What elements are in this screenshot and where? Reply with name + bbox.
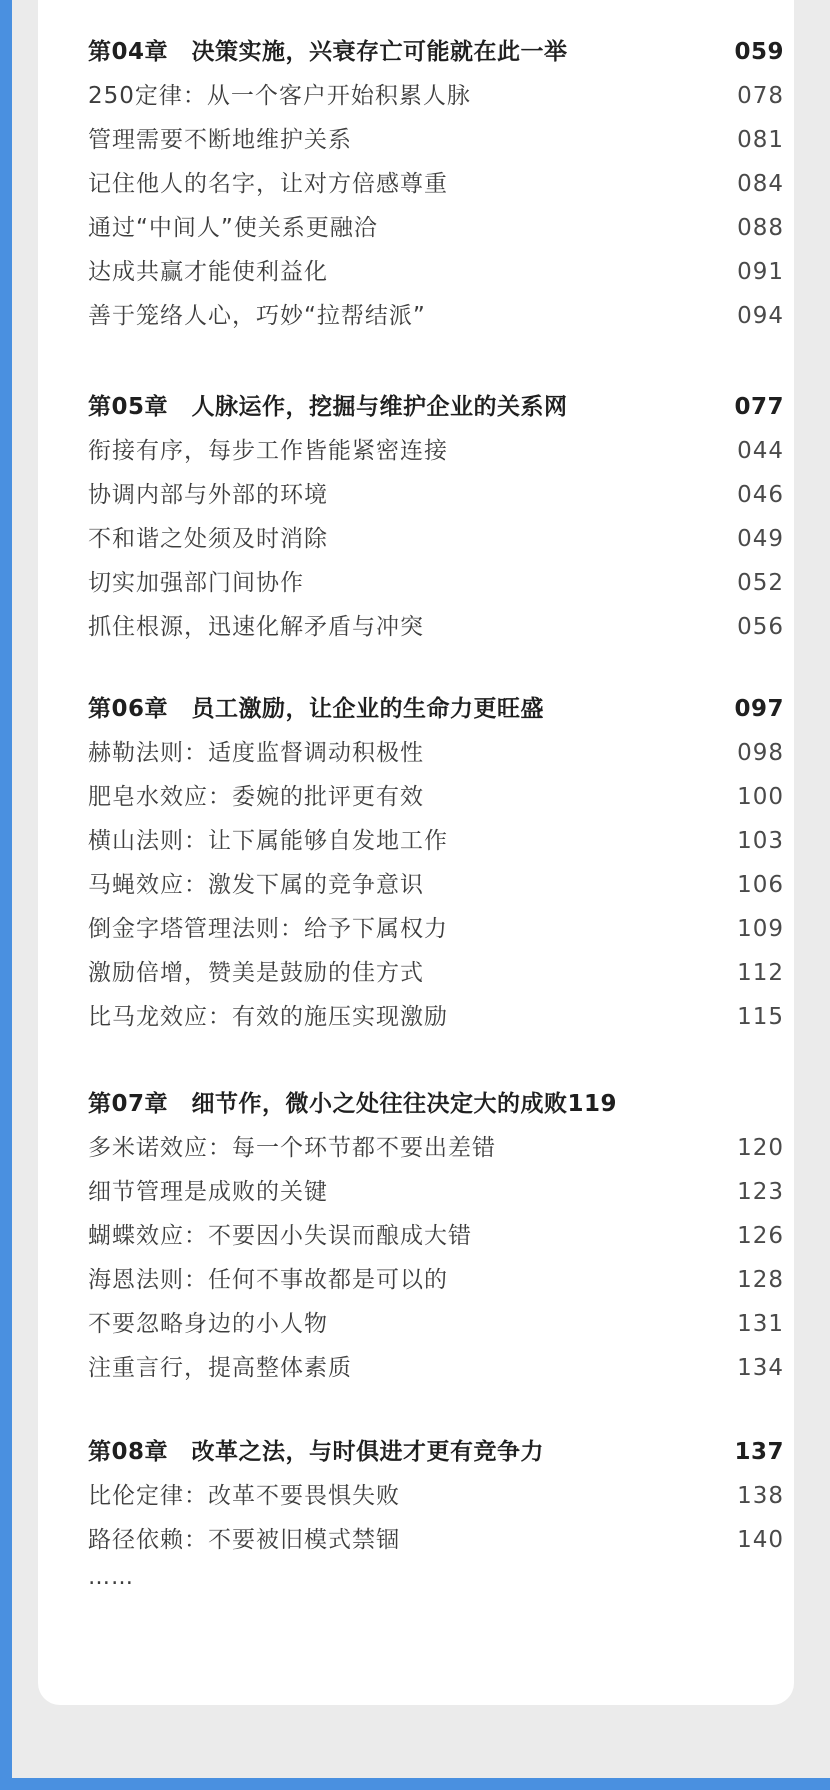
chapter-05 [88,385,784,649]
toc-item-title: 路径依赖：不要被旧模式禁锢 [88,1527,400,1553]
chapter-heading [88,1430,784,1474]
toc-item-page: 106 [737,872,784,898]
toc-item-title: 协调内部与外部的环境 [88,482,328,508]
toc-item [88,294,784,338]
toc-item [88,907,784,951]
toc-item [88,1126,784,1170]
toc-item-page: 128 [737,1267,784,1293]
toc-item [88,1346,784,1390]
chapter-title: 第06章 员工激励，让企业的生命力更旺盛 [88,696,545,722]
toc-item-title: 横山法则：让下属能够自发地工作 [88,828,448,854]
toc-item-page: 138 [737,1483,784,1509]
toc-item-title: 抓住根源，迅速化解矛盾与冲突 [88,614,424,640]
toc-item [88,775,784,819]
toc-item [88,250,784,294]
toc-card [38,0,794,1705]
toc-item [88,561,784,605]
toc-item-title: 马蝇效应：激发下属的竞争意识 [88,872,424,898]
toc-item-title: 衔接有序，每步工作皆能紧密连接 [88,438,448,464]
toc-item-title: 切实加强部门间协作 [88,570,304,596]
toc-item-page: 094 [737,303,784,329]
chapter-title: 第07章 细节作，微小之处往往决定大的成败119 [88,1091,618,1117]
toc-item-page: 049 [737,526,784,552]
toc-item [88,162,784,206]
chapter-page: 097 [734,696,784,722]
chapter-04 [88,30,784,338]
toc-item [88,118,784,162]
toc-item-page: 131 [737,1311,784,1337]
toc-item-title: 不和谐之处须及时消除 [88,526,328,552]
toc-item-page: 126 [737,1223,784,1249]
chapter-heading [88,687,784,731]
toc-item-title: 达成共赢才能使利益化 [88,259,328,285]
chapter-heading [88,30,784,74]
toc-item-page: 046 [737,482,784,508]
toc-item-page: 056 [737,614,784,640]
toc-item-title: 多米诺效应：每一个环节都不要出差错 [88,1135,496,1161]
toc-item-title: 管理需要不断地维护关系 [88,127,352,153]
toc-item [88,517,784,561]
toc-item [88,819,784,863]
toc-item [88,206,784,250]
toc-item [88,1214,784,1258]
chapter-title: 第08章 改革之法，与时俱进才更有竞争力 [88,1439,545,1465]
toc-item [88,429,784,473]
toc-item [88,605,784,649]
toc-item-page: 103 [737,828,784,854]
toc-item-title: 蝴蝶效应：不要因小失误而酿成大错 [88,1223,472,1249]
toc-item-title: 善于笼络人心，巧妙“拉帮结派” [88,303,426,329]
toc-item [88,1258,784,1302]
toc-item-title: 赫勒法则：适度监督调动积极性 [88,740,424,766]
chapter-page: 059 [734,39,784,65]
chapter-title: 第05章 人脉运作，挖掘与维护企业的关系网 [88,394,568,420]
toc-item-page: 109 [737,916,784,942]
toc-item-title: 肥皂水效应：委婉的批评更有效 [88,784,424,810]
toc-item-page: 044 [737,438,784,464]
toc-item [88,1302,784,1346]
toc-item-page: 112 [737,960,784,986]
chapter-07 [88,1082,784,1390]
toc-item [88,1170,784,1214]
chapter-page: 137 [734,1439,784,1465]
toc-item-title: 记住他人的名字，让对方倍感尊重 [88,171,448,197]
chapter-08 [88,1430,784,1562]
toc-item [88,74,784,118]
toc-item-title: 通过“中间人”使关系更融洽 [88,215,378,241]
toc-item-page: 084 [737,171,784,197]
continuation-ellipsis: …… [88,1565,134,1590]
toc-item-page: 091 [737,259,784,285]
toc-item [88,1474,784,1518]
toc-item-page: 140 [737,1527,784,1553]
toc-item [88,951,784,995]
toc-item [88,473,784,517]
toc-item-page: 123 [737,1179,784,1205]
chapter-heading [88,385,784,429]
toc-item-title: 比马龙效应：有效的施压实现激励 [88,1004,448,1030]
toc-item-title: 倒金字塔管理法则：给予下属权力 [88,916,448,942]
toc-item-page: 115 [737,1004,784,1030]
toc-item-title: 激励倍增，赞美是鼓励的佳方式 [88,960,424,986]
toc-item-title: 细节管理是成败的关键 [88,1179,328,1205]
chapter-page: 077 [734,394,784,420]
toc-item-title: 250定律：从一个客户开始积累人脉 [88,83,471,109]
toc-item [88,863,784,907]
toc-item-title: 注重言行，提高整体素质 [88,1355,352,1381]
toc-item-page: 120 [737,1135,784,1161]
toc-item [88,731,784,775]
toc-item-page: 081 [737,127,784,153]
toc-item-page: 052 [737,570,784,596]
toc-item-page: 098 [737,740,784,766]
toc-item-title: 不要忽略身边的小人物 [88,1311,328,1337]
chapter-heading [88,1082,784,1126]
toc-item-title: 比伦定律：改革不要畏惧失败 [88,1483,400,1509]
toc-item [88,995,784,1039]
chapter-title: 第04章 决策实施，兴衰存亡可能就在此一举 [88,39,568,65]
toc-item-title: 海恩法则：任何不事故都是可以的 [88,1267,448,1293]
toc-item [88,1518,784,1562]
chapter-06 [88,687,784,1039]
toc-item-page: 088 [737,215,784,241]
toc-item-page: 100 [737,784,784,810]
toc-item-page: 078 [737,83,784,109]
toc-item-page: 134 [737,1355,784,1381]
